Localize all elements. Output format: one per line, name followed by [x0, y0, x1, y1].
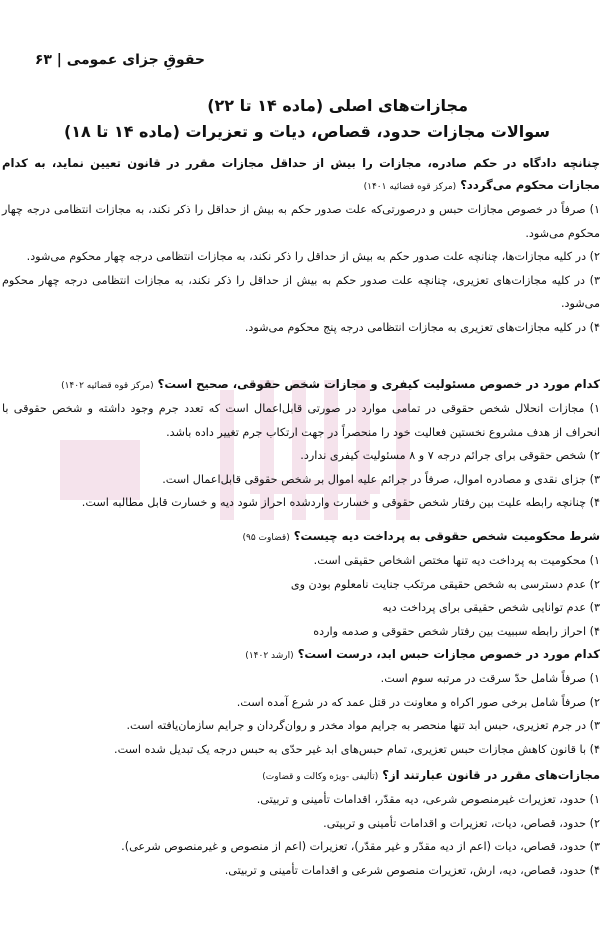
running-head: حقوقِ جزای عمومی | ۶۳	[34, 52, 205, 68]
option: ۱) محکومیت به پرداخت دیه تنها مختص اشخاص حقیقی است.	[313, 554, 600, 567]
question-text: چنانچه دادگاه در حکم صادره، مجازات را بیش از حداقل مجازات مقرر در قانون تعیین نماید، به کدام مجازات محکوم می‌گردد؟ (مرکز قوه قضائیه ۱۴۰۱)	[2, 156, 600, 192]
question-source: (ارشد ۱۴۰۲)	[245, 651, 294, 661]
section-title: مجازات‌های اصلی (ماده ۱۴ تا ۲۲)	[207, 96, 468, 115]
option: ۴) با قانون کاهش مجازات حبس تعزیری، تمام حبس‌های ابد غیر حدّی به حبس درجه یک تبدیل شده است.	[114, 742, 600, 756]
option: ۲) شخص حقوقی برای جرائم درجه ۷ و ۸ مسئولیت کیفری ندارد.	[300, 449, 600, 462]
option: ۲) عدم دسترسی به شخص حقیقی مرتکب جنایت نامعلوم بودن وی	[290, 577, 600, 591]
option: ۳) در کلیه مجازات‌های تعزیری، چنانچه علت صدور حکم به بیش از حداقل را ذکر نکند، به مجازات انتظامی درجه چهار محکوم می‌شود.	[2, 273, 600, 310]
option: ۲) در کلیه مجازات‌ها، چنانچه علت صدور حکم به بیش از حداقل را ذکر نکند، به مجازات انتظامی درجه چهار محکوم می‌شود.	[26, 250, 600, 263]
subsection-title: سوالات مجازات حدود، قصاص، دیات و تعزیرات (ماده ۱۴ تا ۱۸)	[63, 122, 550, 141]
question-5	[2, 764, 600, 882]
question-text: کدام مورد در خصوص مسئولیت کیفری و مجازات شخص حقوقی، صحیح است؟ (مرکز قوه قضائیه ۱۴۰۲)	[61, 377, 600, 391]
option: ۴) حدود، قصاص، دیه، ارش، تعزیرات منصوص شرعی و اقدامات تأمینی و تربیتی.	[224, 863, 600, 877]
question-source: (قضاوت ۹۵)	[242, 533, 290, 543]
option: ۱) حدود، تعزیرات غیرمنصوص شرعی، دیه مقدّر، اقدامات تأمینی و تربیتی.	[256, 793, 600, 806]
option: ۳) جزای نقدی و مصادره اموال، صرفاً در جرائم علیه اموال بر شخص حقوقی قابل‌اعمال است.	[162, 472, 600, 486]
question-3	[2, 525, 600, 643]
question-source: (مرکز قوه قضائیه ۱۴۰۱)	[363, 182, 457, 192]
question-1	[2, 152, 600, 339]
question-source: (مرکز قوه قضائیه ۱۴۰۲)	[61, 381, 154, 391]
question-source: (تألیفی -ویژه وکالت و قضاوت)	[262, 772, 379, 782]
option: ۱) صرفاً شامل حدّ سرقت در مرتبه سوم است.	[380, 672, 600, 685]
option: ۳) حدود، قصاص، دیات (اعم از دیه مقدّر و غیر مقدّر)، تعزیرات (اعم از منصوص و غیرمنصوص شرعی).	[121, 840, 600, 853]
option: ۱) مجازات انحلال شخص حقوقی در تمامی موارد در صورتی قابل‌اعمال است که تعدد جرم وجود داشته و شخص حقوقی با انحراف از هدف مشروع نخستین فعالیت خود را منحصراً در جهت ارتکاب جرم تغییر داده باشد.	[2, 402, 600, 439]
option: ۲) صرفاً شامل برخی صور اکراه و معاونت در قتل عمد که در شرع آمده است.	[236, 695, 600, 709]
option: ۴) در کلیه مجازات‌های تعزیری به مجازات انتظامی درجه پنج محکوم می‌شود.	[244, 320, 600, 334]
question-2	[2, 373, 600, 515]
option: ۴) چنانچه رابطه علیت بین رفتار شخص حقوقی و خسارت واردشده احراز شود دیه و خسارت قابل مطالبه است.	[81, 496, 600, 509]
option: ۳) در جرم تعزیری، حبس ابد تنها منحصر به جرایم مواد مخدر و روان‌گردان و جرایم سازمان‌یافته است.	[126, 719, 600, 732]
question-4	[2, 643, 600, 761]
option: ۱) صرفاً در خصوص مجازات حبس و درصورتی‌که علت صدور حکم به بیش از حداقل را ذکر نکند، به مجازات انتظامی درجه چهار محکوم می‌شود.	[2, 203, 600, 240]
question-text: کدام مورد در خصوص مجازات حبس ابد، درست است؟ (ارشد ۱۴۰۲)	[245, 647, 600, 661]
option: ۳) عدم توانایی شخص حقیقی برای پرداخت دیه	[382, 601, 600, 614]
option: ۲) حدود، قصاص، دیات، تعزیرات و اقدامات تأمینی و تربیتی.	[323, 816, 600, 830]
option: ۴) احراز رابطه سببیت بین رفتار شخص حقوقی و صدمه وارده	[313, 624, 600, 638]
question-text: شرط محکومیت شخص حقوقی به پرداخت دیه چیست؟ (قضاوت ۹۵)	[242, 529, 600, 543]
question-text: مجازات‌های مقرر در قانون عبارتند از؟ (تألیفی -ویژه وکالت و قضاوت)	[262, 768, 600, 782]
